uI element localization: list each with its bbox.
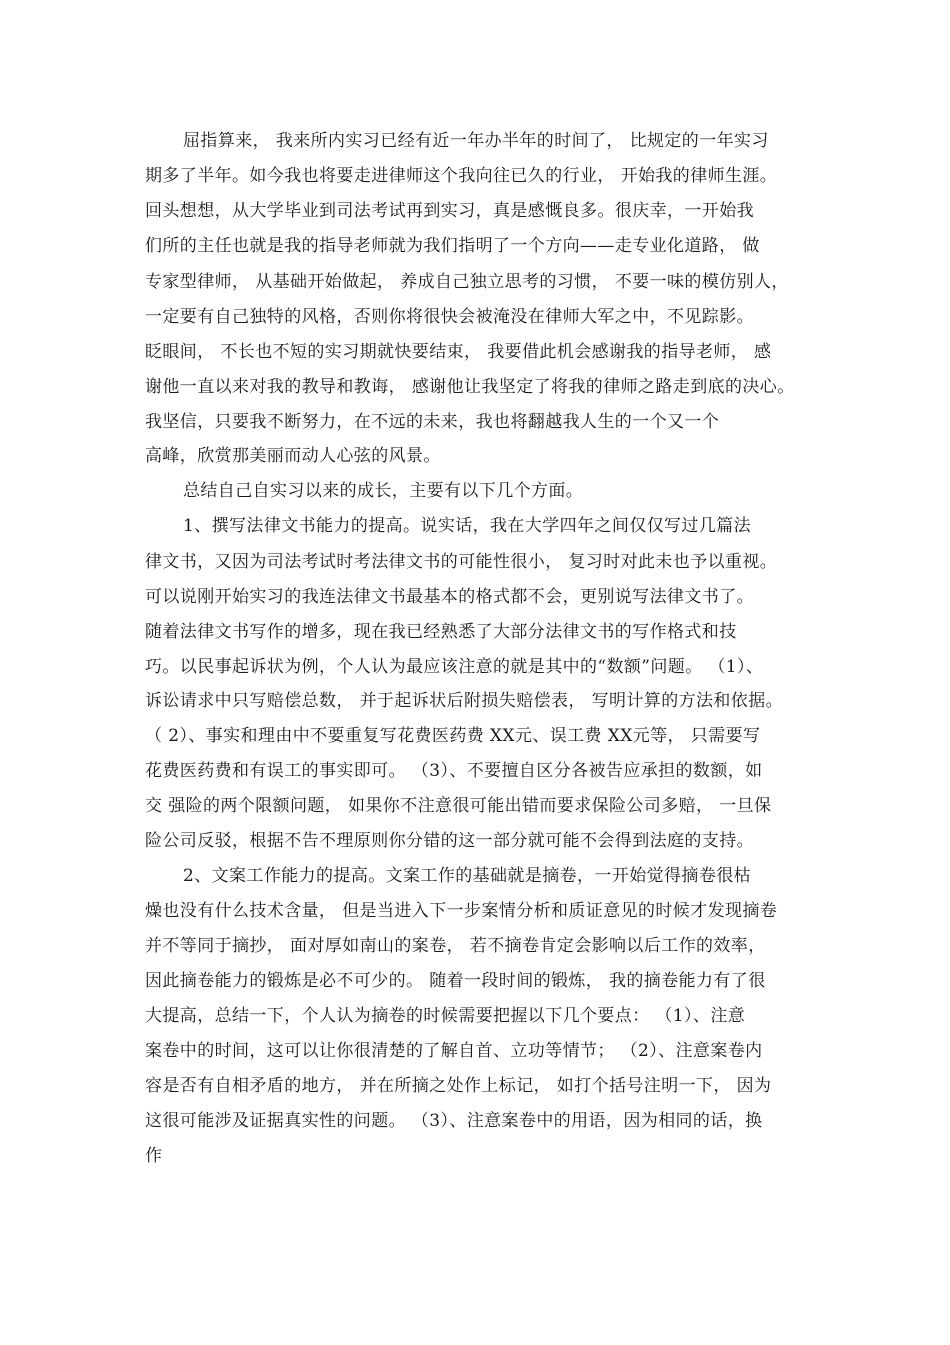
paragraph-line: 一定要有自己独特的风格，否则你将很快会被淹没在律师大军之中，不见踪影。	[145, 307, 754, 327]
paragraph-line: （ 2）、事实和理由中不要重复写花费医药费 XX元、误工费 XX元等， 只需要写	[145, 726, 761, 746]
paragraph-line: 这很可能涉及证据真实性的问题。 （3）、注意案卷中的用语，因为相同的话，换	[145, 1111, 763, 1131]
paragraph-line: 案卷中的时间，这可以让你很清楚的了解自首、立功等情节； （2）、注意案卷内	[145, 1041, 763, 1061]
paragraph-line: 作	[145, 1146, 163, 1166]
paragraph-line: 专家型律师， 从基础开始做起， 养成自己独立思考的习惯， 不要一味的模仿别人，	[145, 272, 789, 292]
paragraph-line: 因此摘卷能力的锻炼是必不可少的。 随着一段时间的锻炼， 我的摘卷能力有了很	[145, 971, 766, 991]
paragraph-line: 期多了半年。如今我也将要走进律师这个我向往已久的行业， 开始我的律师生涯。	[145, 166, 778, 186]
paragraph-line: 可以说刚开始实习的我连法律文书最基本的格式都不会，更别说写法律文书了。	[145, 587, 754, 607]
paragraph-line: 巧。以民事起诉状为例，个人认为最应该注意的就是其中的“数额”问题。 （1）、	[145, 657, 764, 677]
paragraph-line: 随着法律文书写作的增多，现在我已经熟悉了大部分法律文书的写作格式和技	[145, 622, 737, 642]
paragraph-line: 屈指算来， 我来所内实习已经有近一年办半年的时间了， 比规定的一年实习	[183, 131, 769, 151]
paragraph-line: 险公司反驳，根据不告不理原则你分错的这一部分就可能不会得到法庭的支持。	[145, 831, 754, 851]
paragraph-line: 2、文案工作能力的提高。文案工作的基础就是摘卷，一开始觉得摘卷很枯	[183, 866, 752, 886]
paragraph-line: 诉讼请求中只写赔偿总数， 并于起诉状后附损失赔偿表， 写明计算的方法和依据。	[145, 691, 784, 711]
paragraph-line: 回头想想，从大学毕业到司法考试再到实习，真是感慨良多。很庆幸，一开始我	[145, 201, 754, 221]
paragraph-line: 燥也没有什么技术含量， 但是当进入下一步案情分析和质证意见的时候才发现摘卷	[145, 901, 778, 921]
paragraph-line: 我坚信，只要我不断努力，在不远的未来，我也将翻越我人生的一个又一个	[145, 412, 720, 432]
paragraph-line: 律文书，又因为司法考试时考法律文书的可能性很小， 复习时对此未也予以重视。	[145, 552, 778, 572]
paragraph-line: 大提高，总结一下，个人认为摘卷的时候需要把握以下几个要点： （1）、注意	[145, 1006, 746, 1026]
paragraph-line: 谢他一直以来对我的教导和教诲， 感谢他让我坚定了将我的律师之路走到底的决心。	[145, 377, 795, 397]
paragraph-line: 交 强险的两个限额问题， 如果你不注意很可能出错而要求保险公司多赔， 一旦保	[145, 796, 772, 816]
paragraph-line: 1、撰写法律文书能力的提高。说实话，我在大学四年之间仅仅写过几篇法	[183, 516, 752, 536]
paragraph-line: 花费医药费和有误工的事实即可。 （3）、不要擅自区分各被告应承担的数额，如	[145, 761, 763, 781]
paragraph-line: 眨眼间， 不长也不短的实习期就快要结束， 我要借此机会感谢我的指导老师， 感	[145, 342, 772, 362]
paragraph-line: 容是否有自相矛盾的地方， 并在所摘之处作上标记， 如打个括号注明一下， 因为	[145, 1076, 772, 1096]
paragraph-line: 并不等同于摘抄， 面对厚如南山的案卷， 若不摘卷肯定会影响以后工作的效率，	[145, 936, 766, 956]
paragraph-line: 总结自己自实习以来的成长，主要有以下几个方面。	[183, 481, 584, 501]
paragraph-line: 们所的主任也就是我的指导老师就为我们指明了一个方向——走专业化道路， 做	[145, 236, 760, 256]
paragraph-line: 高峰，欣赏那美丽而动人心弦的风景。	[145, 446, 441, 466]
